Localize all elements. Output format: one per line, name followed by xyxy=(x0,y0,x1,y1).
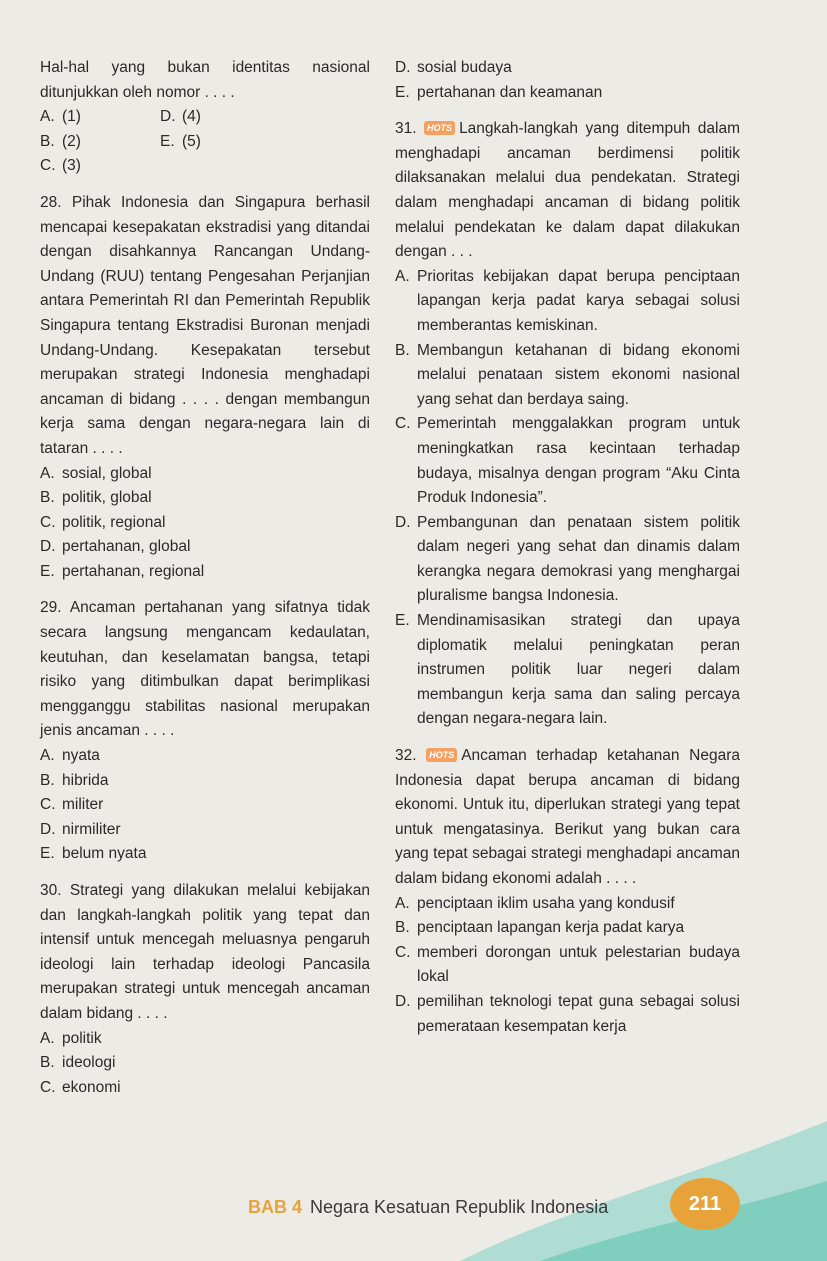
option-b[interactable]: B. penciptaan lapangan kerja padat karya xyxy=(395,919,685,937)
question-30 xyxy=(40,879,370,1100)
question-text: Strategi yang dilakukan melalui kebijakan dan langkah-langkah politik yang tepat dan intensif untuk mencegah meluasnya pengaruh ideologi lain terhadap ideologi Pancasila merupakan strategi untuk mencegah ancaman dalam bidang . . . . xyxy=(40,882,370,1022)
option-e[interactable]: E. belum nyata xyxy=(40,845,147,863)
option-c[interactable]: C. memberi dorongan untuk pelestarian budaya lokal xyxy=(395,943,740,986)
hots-badge: HOTS xyxy=(424,121,455,135)
option-a[interactable]: A. (1) xyxy=(40,108,81,126)
option-d[interactable]: D. pertahanan, global xyxy=(40,538,191,556)
option-a[interactable]: A. politik xyxy=(40,1029,102,1047)
left-column xyxy=(40,56,370,1104)
option-c[interactable]: C. ekonomi xyxy=(40,1078,121,1096)
option-row xyxy=(40,154,370,179)
option-a[interactable]: A. penciptaan iklim usaha yang kondusif xyxy=(395,894,675,912)
chapter-title: Negara Kesatuan Republik Indonesia xyxy=(310,1197,609,1217)
option-b[interactable]: B. ideologi xyxy=(40,1054,116,1072)
question-number: 32. xyxy=(395,747,417,765)
question-28 xyxy=(40,191,370,585)
question-number: 29. xyxy=(40,599,62,617)
option-b[interactable]: B. politik, global xyxy=(40,489,152,507)
question-text: Hal-hal yang bukan identitas nasional ditunjukkan oleh nomor . . . . xyxy=(40,59,370,101)
question-32 xyxy=(395,744,740,1039)
question-text: Ancaman terhadap ketahanan Negara Indonesia dapat berupa ancaman di bidang ekonomi. Untuk itu, diperlukan strategi yang tepat untuk mengatasinya. Berikut yang bukan cara yang tepat sebagai strategi menghadapi ancaman dalam bidang ekonomi adalah . . . . xyxy=(395,747,741,887)
page-footer xyxy=(248,1197,608,1218)
question-30-continued xyxy=(395,56,740,105)
question-number: 30. xyxy=(40,882,62,899)
option-c[interactable]: C. politik, regional xyxy=(40,513,166,531)
option-e[interactable]: E. (5) xyxy=(160,132,201,150)
chapter-label: BAB 4 xyxy=(248,1197,303,1217)
option-e[interactable]: E. pertahanan dan keamanan xyxy=(395,83,603,101)
option-c[interactable]: C. (3) xyxy=(40,157,81,175)
option-b[interactable]: B. hibrida xyxy=(40,771,109,789)
option-e[interactable]: E. Mendinamisasikan strategi dan upaya diplomatik melalui peningkatan peran instrumen politik luar negeri dalam membangun kerja sama dan saling percaya dengan negara-negara lain. xyxy=(395,612,740,728)
question-29 xyxy=(40,596,370,867)
question-text: Langkah-langkah yang ditempuh dalam menghadapi ancaman berdimensi politik dilaksanakan melalui dua pendekatan. Strategi dalam menghadapi ancaman di bidang politik melalui pendekatan ke dalam dapat dilakukan dengan . . . xyxy=(395,120,740,261)
question-number: 28. xyxy=(40,193,62,211)
option-b[interactable]: B. Membangun ketahanan di bidang ekonomi melalui penataan sistem ekonomi nasional yang sehat dan berdaya saing. xyxy=(395,341,740,408)
page-number: 211 xyxy=(670,1178,740,1230)
option-d[interactable]: D. nirmiliter xyxy=(40,820,121,838)
question-number: 31. xyxy=(395,120,417,138)
option-b[interactable]: B. (2) xyxy=(40,132,81,150)
option-row xyxy=(40,105,370,130)
option-d[interactable]: D. (4) xyxy=(160,108,201,126)
option-a[interactable]: A. sosial, global xyxy=(40,464,152,482)
right-column xyxy=(395,56,740,1043)
question-text: Pihak Indonesia dan Singapura berhasil mencapai kesepakatan ekstradisi yang ditandai dengan disahkannya Rancangan Undang-Undang (RUU) tentang Pengesahan Perjanjian antara Pemerintah RI dan Pemerintah Republik Singapura tentang Ekstradisi Buronan menjadi Undang-Undang. Kesepakatan tersebut merupakan strategi Indonesia menghadapi ancaman di bidang . . . . dengan membangun kerja sama dengan negara-negara lain di tataran . . . . xyxy=(40,193,370,457)
option-a[interactable]: A. Prioritas kebijakan dapat berupa penciptaan lapangan kerja padat karya sebagai solusi memberantas kemiskinan. xyxy=(395,267,740,334)
option-e[interactable]: E. pertahanan, regional xyxy=(40,562,205,580)
hots-badge: HOTS xyxy=(426,748,457,762)
question-text: Ancaman pertahanan yang sifatnya tidak secara langsung mengancam kedaulatan, keutuhan, dan keselamatan bangsa, tetapi risiko yang ditimbulkan dapat berimplikasi mengganggu stabilitas nasional merupakan jenis ancaman . . . . xyxy=(40,599,370,740)
option-row xyxy=(40,130,370,155)
option-d[interactable]: D. sosial budaya xyxy=(395,59,512,76)
option-a[interactable]: A. nyata xyxy=(40,747,100,765)
option-c[interactable]: C. Pemerintah menggalakkan program untuk meningkatkan rasa kecintaan terhadap budaya, misalnya dengan program “Aku Cinta Produk Indonesia”. xyxy=(395,415,740,507)
question-31 xyxy=(395,117,740,732)
option-d[interactable]: D. pemilihan teknologi tepat guna sebagai solusi pemerataan kesempatan kerja xyxy=(395,992,740,1035)
option-d[interactable]: D. Pembangunan dan penataan sistem politik dalam negeri yang sehat dan dinamis dalam kerangka negara demokrasi yang menghargai pluralisme bangsa Indonesia. xyxy=(395,513,740,605)
option-c[interactable]: C. militer xyxy=(40,796,104,814)
question-27-tail xyxy=(40,56,370,179)
